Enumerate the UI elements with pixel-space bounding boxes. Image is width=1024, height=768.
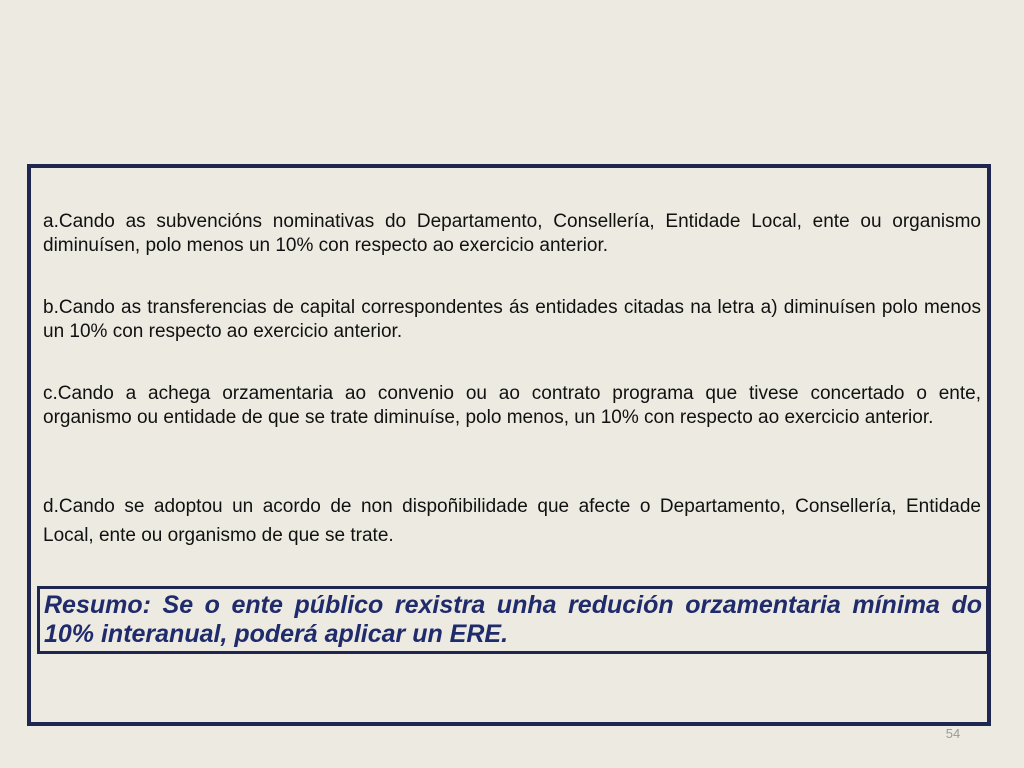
- page-number: 54: [945, 726, 961, 741]
- paragraph-c: c.Cando a achega orzamentaria ao convenio ou ao contrato programa que tivese concertado o ente, organismo ou entidade de que se trate diminuíse, polo menos, un 10% con respecto ao exercicio anterior.: [43, 383, 981, 428]
- summary-box: [37, 586, 989, 654]
- slide-content-frame: [27, 164, 991, 726]
- paragraph-d: d.Cando se adoptou un acordo de non dispoñibilidade que afecte o Departamento, Consellería, Entidade Local, ente ou organismo de que se trate.: [43, 496, 981, 546]
- paragraph-b: b.Cando as transferencias de capital correspondentes ás entidades citadas na letra a) diminuísen polo menos un 10% con respecto ao exercicio anterior.: [43, 297, 981, 342]
- paragraph-a: a.Cando as subvencións nominativas do Departamento, Consellería, Entidade Local, ente ou organismo diminuísen, polo menos un 10% con respecto ao exercicio anterior.: [43, 211, 981, 256]
- summary-text: Resumo: Se o ente público rexistra unha redución orzamentaria mínima do 10% interanual, poderá aplicar un ERE.: [44, 591, 982, 648]
